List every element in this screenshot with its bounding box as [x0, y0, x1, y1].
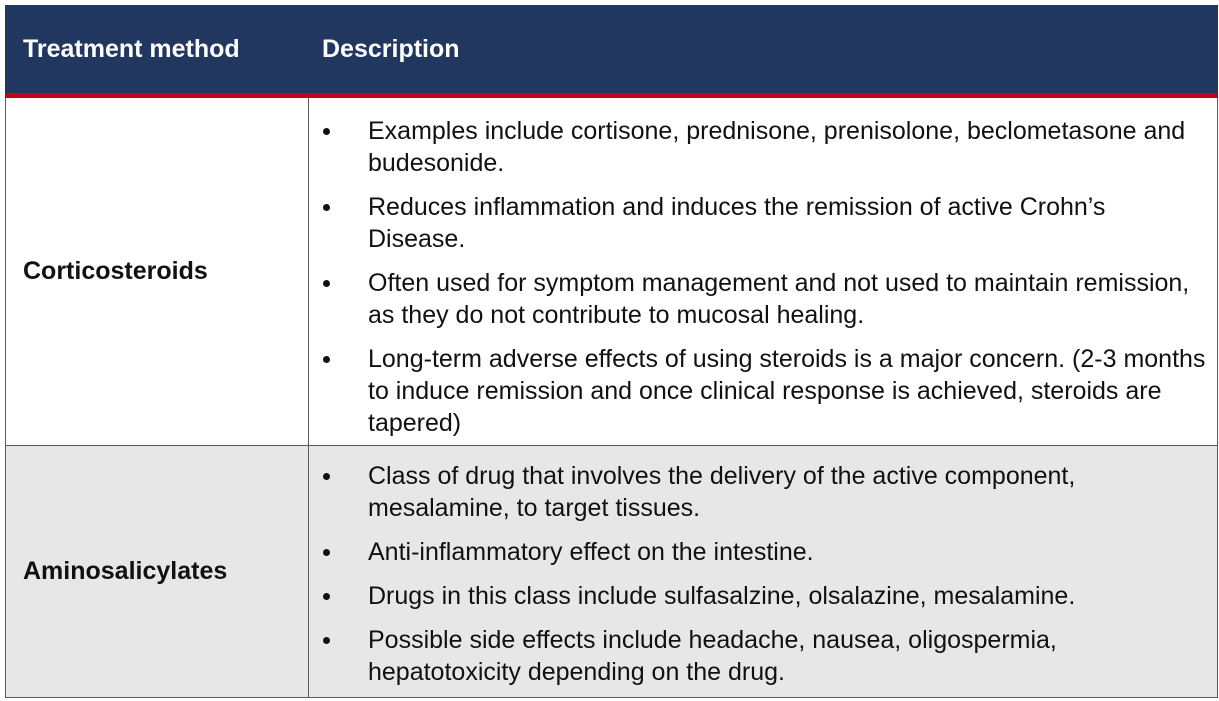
table-row [5, 98, 1218, 446]
list-item-text: Drugs in this class include sulfasalzine, olsalazine, mesalamine. [368, 582, 1076, 610]
list-item [309, 267, 1207, 331]
table-header [5, 5, 1218, 98]
list-item [309, 191, 1207, 255]
list-item-text: Reduces inflammation and induces the remission of active Crohn’s Disease. [368, 193, 1106, 253]
bullet-icon [323, 593, 330, 600]
list-item-text: Long-term adverse effects of using steroids is a major concern. (2-3 months to induce remission and once clinical response is achieved, steroids are tapered) [368, 345, 1206, 437]
description-cell [309, 446, 1217, 697]
description-list [309, 460, 1207, 688]
bullet-icon [323, 473, 330, 480]
list-item-text: Often used for symptom management and not used to maintain remission, as they do not contribute to mucosal healing. [368, 269, 1190, 329]
table-row [5, 446, 1218, 698]
list-item [309, 343, 1207, 439]
header-treatment-method: Treatment method [23, 34, 240, 63]
description-list [309, 115, 1207, 439]
bullet-icon [323, 356, 330, 363]
list-item [309, 536, 1207, 568]
header-description: Description [322, 34, 460, 63]
description-cell [309, 98, 1217, 445]
bullet-icon [323, 549, 330, 556]
bullet-icon [323, 204, 330, 211]
list-item [309, 115, 1207, 179]
list-item [309, 624, 1207, 688]
list-item-text: Class of drug that involves the delivery of the active component, mesalamine, to target tissues. [368, 462, 1076, 522]
treatment-method-cell: Aminosalicylates [6, 446, 309, 697]
bullet-icon [323, 280, 330, 287]
list-item-text: Possible side effects include headache, nausea, oligospermia, hepatotoxicity depending on the drug. [368, 626, 1057, 686]
list-item-text: Anti-inflammatory effect on the intestine. [368, 538, 814, 566]
list-item-text: Examples include cortisone, prednisone, prenisolone, beclometasone and budesonide. [368, 117, 1186, 177]
bullet-icon [323, 637, 330, 644]
treatment-method-cell: Corticosteroids [6, 98, 309, 445]
list-item [309, 460, 1207, 524]
treatment-table [5, 5, 1218, 697]
bullet-icon [323, 128, 330, 135]
list-item [309, 580, 1207, 612]
